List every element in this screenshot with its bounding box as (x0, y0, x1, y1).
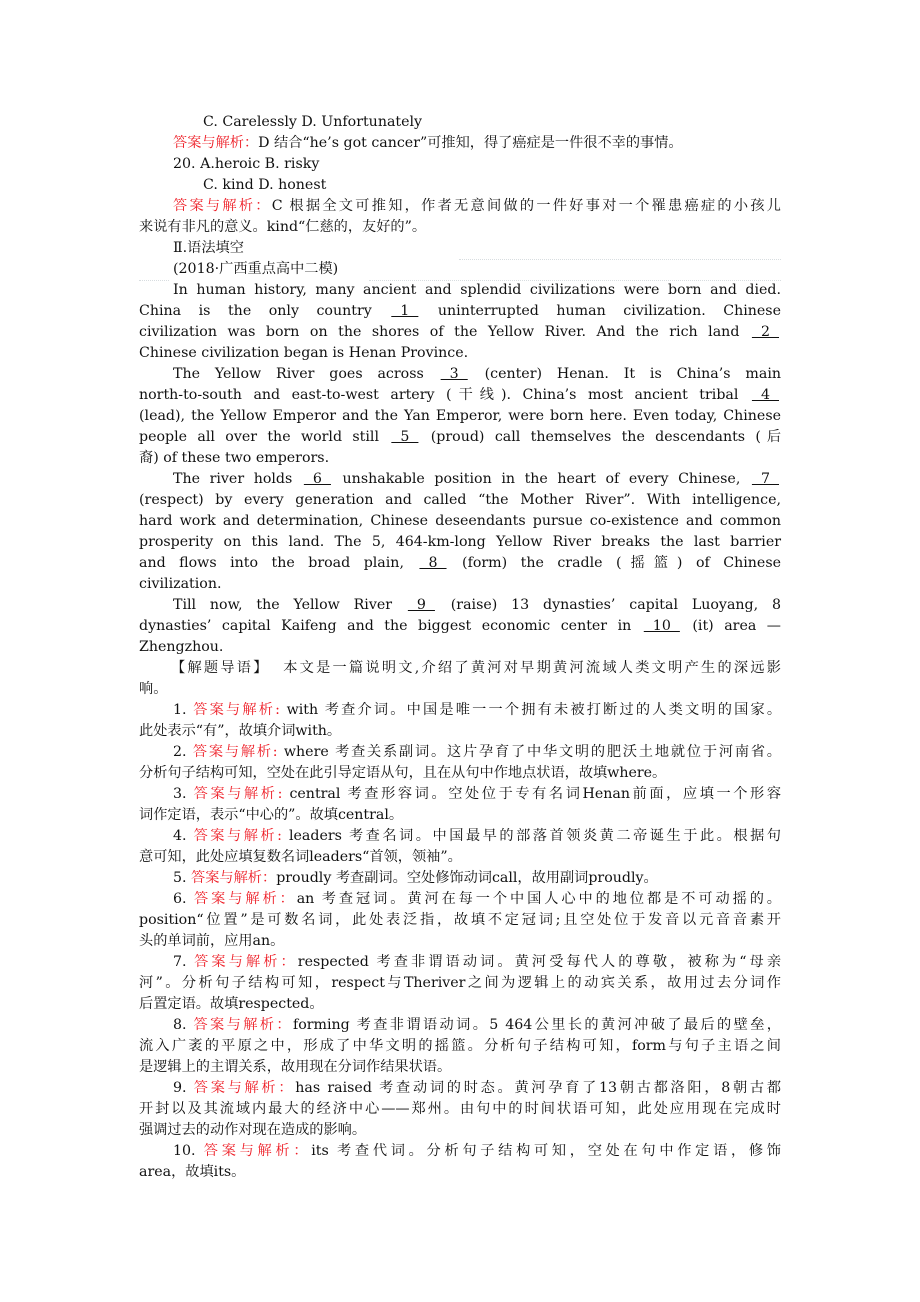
blank-6: 6 (303, 471, 331, 487)
answer-label: 答案与解析： (194, 954, 298, 970)
blank-7: 7 (751, 471, 779, 487)
answer-number: 4. (173, 828, 194, 844)
answer-label: 答案与解析： (193, 891, 297, 907)
answer-label: 答案与解析： (193, 1017, 293, 1033)
answer-label: 答案与解析： (173, 135, 259, 151)
passage-line: 裔) of these two emperors. (139, 450, 330, 466)
answer-6-line-2: position“位置”是可数名词，此处表泛指，故填不定冠词;且空处位于发音以元音音素开 (139, 912, 781, 928)
answer-5-line-1 (173, 868, 658, 889)
section-source: (2018·广西重点高中二模) (173, 261, 339, 277)
answer-label: 答案与解析: (193, 702, 280, 718)
passage-text: (proud) call themselves the descendants (后 (420, 429, 782, 445)
passage-line (139, 427, 781, 448)
passage-line: Chinese civilization began is Henan Province. (139, 345, 469, 361)
guide-text: 本文是一篇说明文,介绍了黄河对早期黄河流域人类文明产生的深远影 (283, 660, 781, 676)
passage-line (139, 616, 781, 637)
answer-text: leaders 考查名词。中国最早的部落首领炎黄二帝诞生于此。根据句 (281, 828, 781, 844)
passage-line (173, 595, 781, 616)
q20-answer-line-1 (173, 196, 781, 217)
dotted-rule (139, 280, 169, 281)
passage-text: dynasties’ capital Kaifeng and the biggest economic center in (139, 618, 642, 634)
passage-text: The Yellow River goes across (173, 366, 439, 382)
passage-text: China is the only country (139, 303, 390, 319)
guide-label: 【解题导语】 (171, 660, 270, 676)
q20-options-cd: C. kind D. honest (203, 177, 327, 193)
answer-3-line-2: 词作定语，表示“中心的”。故填central。 (139, 807, 404, 823)
passage-text: (raise) 13 dynasties’ capital Luoyang, 8 (436, 597, 781, 613)
blank-3: 3 (440, 366, 468, 382)
answer-7-line-1 (173, 952, 781, 973)
q20-options-ab: 20. A.heroic B. risky (173, 156, 320, 172)
answer-3-line-1 (173, 784, 781, 805)
passage-text: Till now, the Yellow River (173, 597, 406, 613)
blank-8: 8 (419, 555, 447, 571)
blank-1: 1 (391, 303, 419, 319)
answer-text: where 考查关系副词。这片孕育了中华文明的肥沃土地就位于河南省。 (277, 744, 781, 760)
answer-8-line-2: 流入广袤的平原之中，形成了中华文明的摇篮。分析句子结构可知，form与句子主语之间 (139, 1038, 781, 1054)
answer-number: 7. (173, 954, 195, 970)
answer-number: 2. (173, 744, 193, 760)
blank-9: 9 (407, 597, 435, 613)
answer-text: respected 考查非谓语动词。黄河受每代人的尊敬，被称为“母亲 (297, 954, 782, 970)
answer-1-line-1 (173, 700, 781, 721)
answer-text: C 根据全文可推知，作者无意间做的一件好事对一个罹患癌症的小孩儿 (271, 198, 781, 214)
passage-line: hard work and determination, Chinese deseendants pursue co-existence and common (139, 513, 781, 529)
passage-line (139, 322, 781, 343)
blank-2: 2 (751, 324, 779, 340)
answer-label: 答案与解析： (173, 198, 272, 214)
passage-line: Zhengzhou. (139, 639, 224, 655)
passage-line (173, 364, 781, 385)
passage-text: (center) Henan. It is China’s main (469, 366, 781, 382)
answer-text: with 考查介词。中国是唯一一个拥有未被打断过的人类文明的国家。 (279, 702, 782, 718)
dotted-rule (459, 259, 781, 260)
answer-text: forming 考查非谓语动词。5 464公里长的黄河冲破了最后的壁垒， (292, 1017, 781, 1033)
answer-label: 答案与解析: (192, 744, 278, 760)
answer-2-line-2: 分析句子结构可知，空处在此引导定语从句，且在从句中作地点状语，故填where。 (139, 765, 667, 781)
answer-number: 5. (173, 870, 192, 886)
answer-number: 9. (173, 1080, 194, 1096)
answer-4-line-1 (173, 826, 781, 847)
answer-9-line-1 (173, 1078, 781, 1099)
passage-text: (it) area — (681, 618, 781, 634)
passage-text: north-to-south and east-to-west artery (干线). China’s most ancient tribal (139, 387, 750, 403)
answer-label: 答案与解析: (193, 828, 282, 844)
answer-4-line-2: 意可知，此处应填复数名词leaders“首领，领袖”。 (139, 849, 462, 865)
answer-label: 答案与解析: (193, 786, 283, 802)
guide-line-1 (171, 658, 781, 679)
answer-label: 答案与解析： (203, 1143, 312, 1159)
answer-number: 3. (173, 786, 194, 802)
answer-7-line-3: 后置定语。故填respected。 (139, 996, 324, 1012)
passage-line: (respect) by every generation and called “the Mother River”. With intelligence, (139, 492, 781, 508)
answer-text: D 结合“he’s got cancer”可推知，得了癌症是一件很不幸的事情。 (258, 135, 683, 151)
passage-line: civilization. (139, 576, 222, 592)
passage-text: unshakable position in the heart of every Chinese, (332, 471, 750, 487)
answer-text: proudly 考查副词。空处修饰动词call，故用副词proudly。 (276, 870, 658, 886)
passage-text: and flows into the broad plain, (139, 555, 418, 571)
passage-line (139, 553, 781, 574)
answer-9-line-3: 强调过去的动作对现在造成的影响。 (139, 1122, 367, 1138)
passage-text: civilization was born on the shores of the Yellow River. And the rich land (139, 324, 750, 340)
answer-label: 答案与解析： (193, 1080, 296, 1096)
answer-number: 8. (173, 1017, 194, 1033)
section-title: Ⅱ.语法填空 (173, 240, 244, 256)
answer-8-line-3: 是逻辑上的主谓关系，故用现在分词作结果状语。 (139, 1059, 452, 1075)
blank-10: 10 (643, 618, 680, 634)
answer-number: 6. (173, 891, 194, 907)
q19-options-cd: C. Carelessly D. Unfortunately (203, 114, 423, 130)
passage-line (139, 385, 781, 406)
answer-8-line-1 (173, 1015, 781, 1036)
answer-2-line-1 (173, 742, 781, 763)
answer-text: has raised 考查动词的时态。黄河孕育了13朝古都洛阳，8朝古都 (295, 1080, 782, 1096)
answer-10-line-1 (173, 1141, 781, 1162)
answer-text: an 考查冠词。黄河在每一个中国人心中的地位都是不可动摇的。 (296, 891, 781, 907)
passage-text: people all over the world still (139, 429, 390, 445)
passage-line: (lead), the Yellow Emperor and the Yan Emperor, were born here. Even today, Chinese (139, 408, 781, 424)
answer-1-line-2: 此处表示“有”，故填介词with。 (139, 723, 342, 739)
passage-text: (form) the cradle (摇篮) of Chinese (448, 555, 781, 571)
passage-line: prosperity on this land. The 5, 464-km-long Yellow River breaks the last barrier (139, 534, 781, 550)
passage-text: uninterrupted human civilization. Chinese (420, 303, 781, 319)
guide-line-2: 响。 (139, 681, 168, 697)
blank-4: 4 (751, 387, 779, 403)
q19-answer (173, 133, 683, 154)
blank-5: 5 (391, 429, 419, 445)
answer-7-line-2: 河”。分析句子结构可知，respect与Theriver之间为逻辑上的动宾关系，故用过去分词作 (139, 975, 781, 991)
answer-6-line-1 (173, 889, 781, 910)
passage-line: In human history, many ancient and splendid civilizations were born and died. (173, 282, 781, 298)
answer-9-line-2: 开封以及其流域内最大的经济中心——郑州。由句中的时间状语可知，此处应用现在完成时 (139, 1101, 781, 1117)
q20-answer-line-2: 来说有非凡的意义。kind“仁慈的，友好的”。 (139, 219, 427, 235)
answer-text: central 考查形容词。空处位于专有名词Henan前面，应填一个形容 (282, 786, 782, 802)
passage-text: The river holds (173, 471, 302, 487)
passage-line (173, 469, 781, 490)
passage-line (139, 301, 781, 322)
answer-10-line-2: area，故填its。 (139, 1164, 246, 1180)
answer-number: 10. (173, 1143, 204, 1159)
answer-text: its 考查代词。分析句子结构可知，空处在句中作定语，修饰 (311, 1143, 781, 1159)
answer-6-line-3: 头的单词前，应用an。 (139, 933, 285, 949)
answer-number: 1. (173, 702, 194, 718)
answer-label: 答案与解析： (191, 870, 277, 886)
